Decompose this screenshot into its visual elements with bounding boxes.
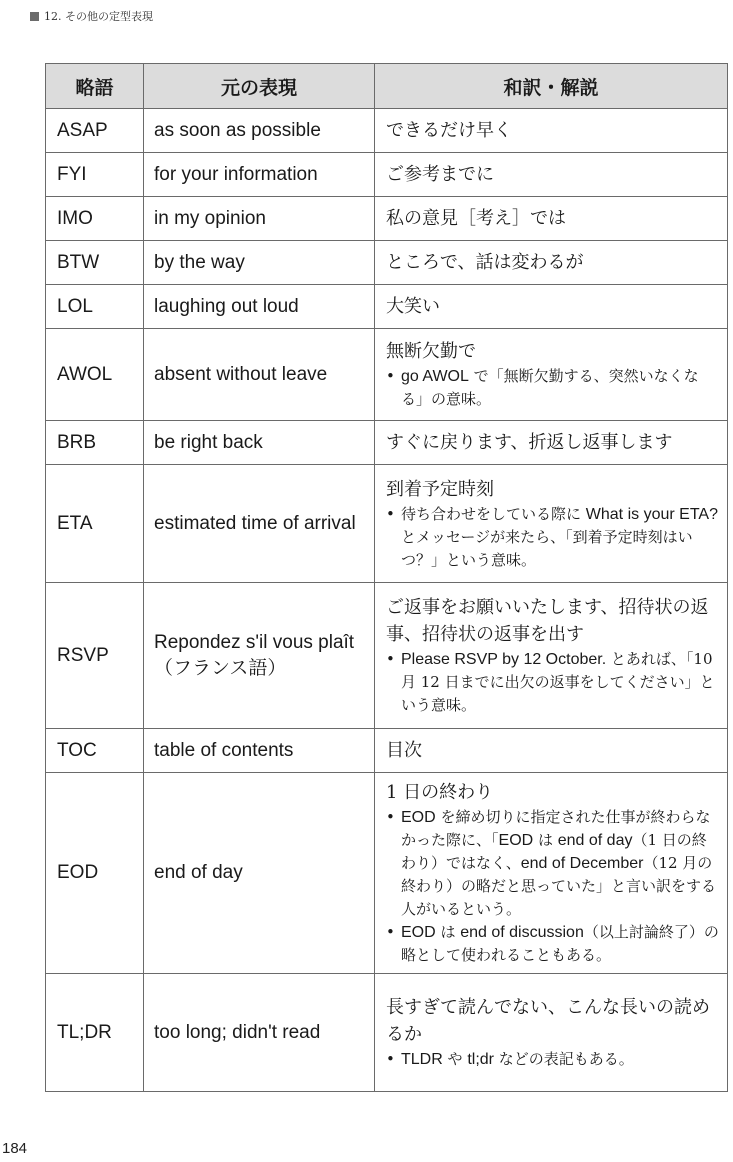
note-japanese-text: を締め切りに指定された仕事が終わらなかった際に、「 <box>401 808 711 849</box>
translation-cell <box>375 729 728 773</box>
note-japanese-text: や <box>442 1050 468 1068</box>
note-japanese-text: とあれば、「10 月 12 日までに出欠の返事をしてください」という意味。 <box>401 650 715 714</box>
translation-text: できるだけ早く <box>386 120 512 141</box>
note-japanese-text: は <box>533 831 558 849</box>
header-row <box>46 64 728 109</box>
table-row <box>46 974 728 1092</box>
note-japanese-text: などの表記もある。 <box>494 1050 634 1068</box>
table-body <box>46 109 728 1092</box>
abbreviation-cell: TL;DR <box>46 974 144 1092</box>
original-expression-cell: be right back <box>144 421 375 465</box>
table-row <box>46 421 728 465</box>
table-row <box>46 329 728 421</box>
translation-cell <box>375 974 728 1092</box>
translation-text: 大笑い <box>386 296 440 317</box>
table-row <box>46 773 728 974</box>
original-expression-cell: Repondez s'il vous plaît（フランス語） <box>144 583 375 729</box>
note-japanese-text: とメッセージが来たら、「到着予定時刻はいつ？」という意味。 <box>401 527 693 569</box>
abbreviation-cell: BRB <box>46 421 144 465</box>
translation-cell <box>375 285 728 329</box>
original-expression-cell: end of day <box>144 773 375 974</box>
translation-text: 無断欠勤で <box>386 341 476 362</box>
running-head-text: 12. その他の定型表現 <box>44 10 153 23</box>
note-english-text: tl;dr <box>467 1051 494 1068</box>
page-number: 184 <box>2 1140 28 1157</box>
note-english-text: TLDR <box>401 1051 443 1068</box>
abbreviation-cell: BTW <box>46 241 144 285</box>
usage-note <box>386 365 719 411</box>
note-japanese-text: （1 日の終わり）ではなく、 <box>401 831 707 872</box>
running-head <box>30 8 153 24</box>
original-expression-cell: estimated time of arrival <box>144 465 375 583</box>
translation-cell <box>375 109 728 153</box>
abbreviation-cell: TOC <box>46 729 144 773</box>
original-expression-cell: by the way <box>144 241 375 285</box>
abbreviation-cell: FYI <box>46 153 144 197</box>
translation-text: ところで、話は変わるが <box>386 252 584 273</box>
note-english-text: end of discussion <box>460 924 584 941</box>
bullet-icon: • <box>386 650 395 668</box>
translation-text: 長すぎて読んでない、こんな長いの読めるか <box>386 997 710 1045</box>
translation-text: 1 日の終わり <box>386 782 494 803</box>
table-row <box>46 197 728 241</box>
translation-cell <box>375 465 728 583</box>
table-row <box>46 285 728 329</box>
translation-text: ご参考までに <box>386 164 494 185</box>
original-expression-cell: laughing out loud <box>144 285 375 329</box>
original-expression-cell: for your information <box>144 153 375 197</box>
note-english-text: end of December <box>520 855 644 872</box>
abbreviation-cell: LOL <box>46 285 144 329</box>
usage-note <box>386 921 719 967</box>
usage-note <box>386 503 719 572</box>
translation-cell <box>375 583 728 729</box>
translation-cell <box>375 241 728 285</box>
translation-text: ご返事をお願いいたします、招待状の返事、招待状の返事を出す <box>386 597 709 645</box>
translation-text: 到着予定時刻 <box>386 478 494 500</box>
translation-text: 私の意見［考え］では <box>386 208 566 229</box>
translation-cell <box>375 773 728 974</box>
note-japanese-text: は <box>435 923 461 941</box>
header-translation-notes: 和訳・解説 <box>375 64 728 109</box>
usage-note <box>386 806 719 921</box>
abbreviation-cell: ETA <box>46 465 144 583</box>
note-japanese-text: （12 月の終わり）の略だと思っていた」と言い訳をする人がいるという。 <box>401 854 717 918</box>
note-japanese-text: （以上討論終了）の略として使われることもある。 <box>401 923 719 964</box>
table-row <box>46 729 728 773</box>
bullet-icon: • <box>386 1050 395 1068</box>
note-japanese-text: 待ち合わせをしている際に <box>401 504 586 523</box>
bullet-icon: • <box>386 923 395 941</box>
abbreviation-cell: IMO <box>46 197 144 241</box>
usage-note <box>386 648 719 717</box>
bullet-icon: • <box>386 808 395 826</box>
translation-cell <box>375 197 728 241</box>
bullet-icon: • <box>386 367 395 385</box>
table-row <box>46 109 728 153</box>
note-english-text: What is your ETA? <box>585 505 718 523</box>
translation-text: すぐに戻ります、折返し返事します <box>386 432 673 453</box>
note-english-text: Please RSVP by 12 October. <box>401 651 607 668</box>
abbreviation-cell: RSVP <box>46 583 144 729</box>
note-english-text: end of day <box>557 832 633 849</box>
abbreviation-table <box>45 63 728 1092</box>
section-square-icon <box>30 12 39 21</box>
original-expression-cell: in my opinion <box>144 197 375 241</box>
abbreviation-cell: AWOL <box>46 329 144 421</box>
abbreviation-cell: EOD <box>46 773 144 974</box>
table-header <box>46 64 728 109</box>
translation-cell <box>375 153 728 197</box>
original-expression-cell: too long; didn't read <box>144 974 375 1092</box>
note-japanese-text: で「無断欠勤する、突然いなくなる」の意味。 <box>401 367 699 408</box>
translation-text: 目次 <box>386 740 422 761</box>
note-english-text: go AWOL <box>401 368 469 385</box>
table-row <box>46 153 728 197</box>
note-english-text: EOD <box>401 924 436 941</box>
abbreviation-cell: ASAP <box>46 109 144 153</box>
table-row <box>46 465 728 583</box>
translation-cell <box>375 421 728 465</box>
bullet-icon: • <box>386 504 395 523</box>
header-abbreviation: 略語 <box>46 64 144 109</box>
translation-cell <box>375 329 728 421</box>
table-row <box>46 241 728 285</box>
usage-note <box>386 1048 719 1071</box>
table-row <box>46 583 728 729</box>
header-original-expression: 元の表現 <box>144 64 375 109</box>
original-expression-cell: absent without leave <box>144 329 375 421</box>
original-expression-cell: as soon as possible <box>144 109 375 153</box>
note-english-text: EOD <box>498 832 534 849</box>
note-english-text: EOD <box>401 809 436 826</box>
original-expression-cell: table of contents <box>144 729 375 773</box>
